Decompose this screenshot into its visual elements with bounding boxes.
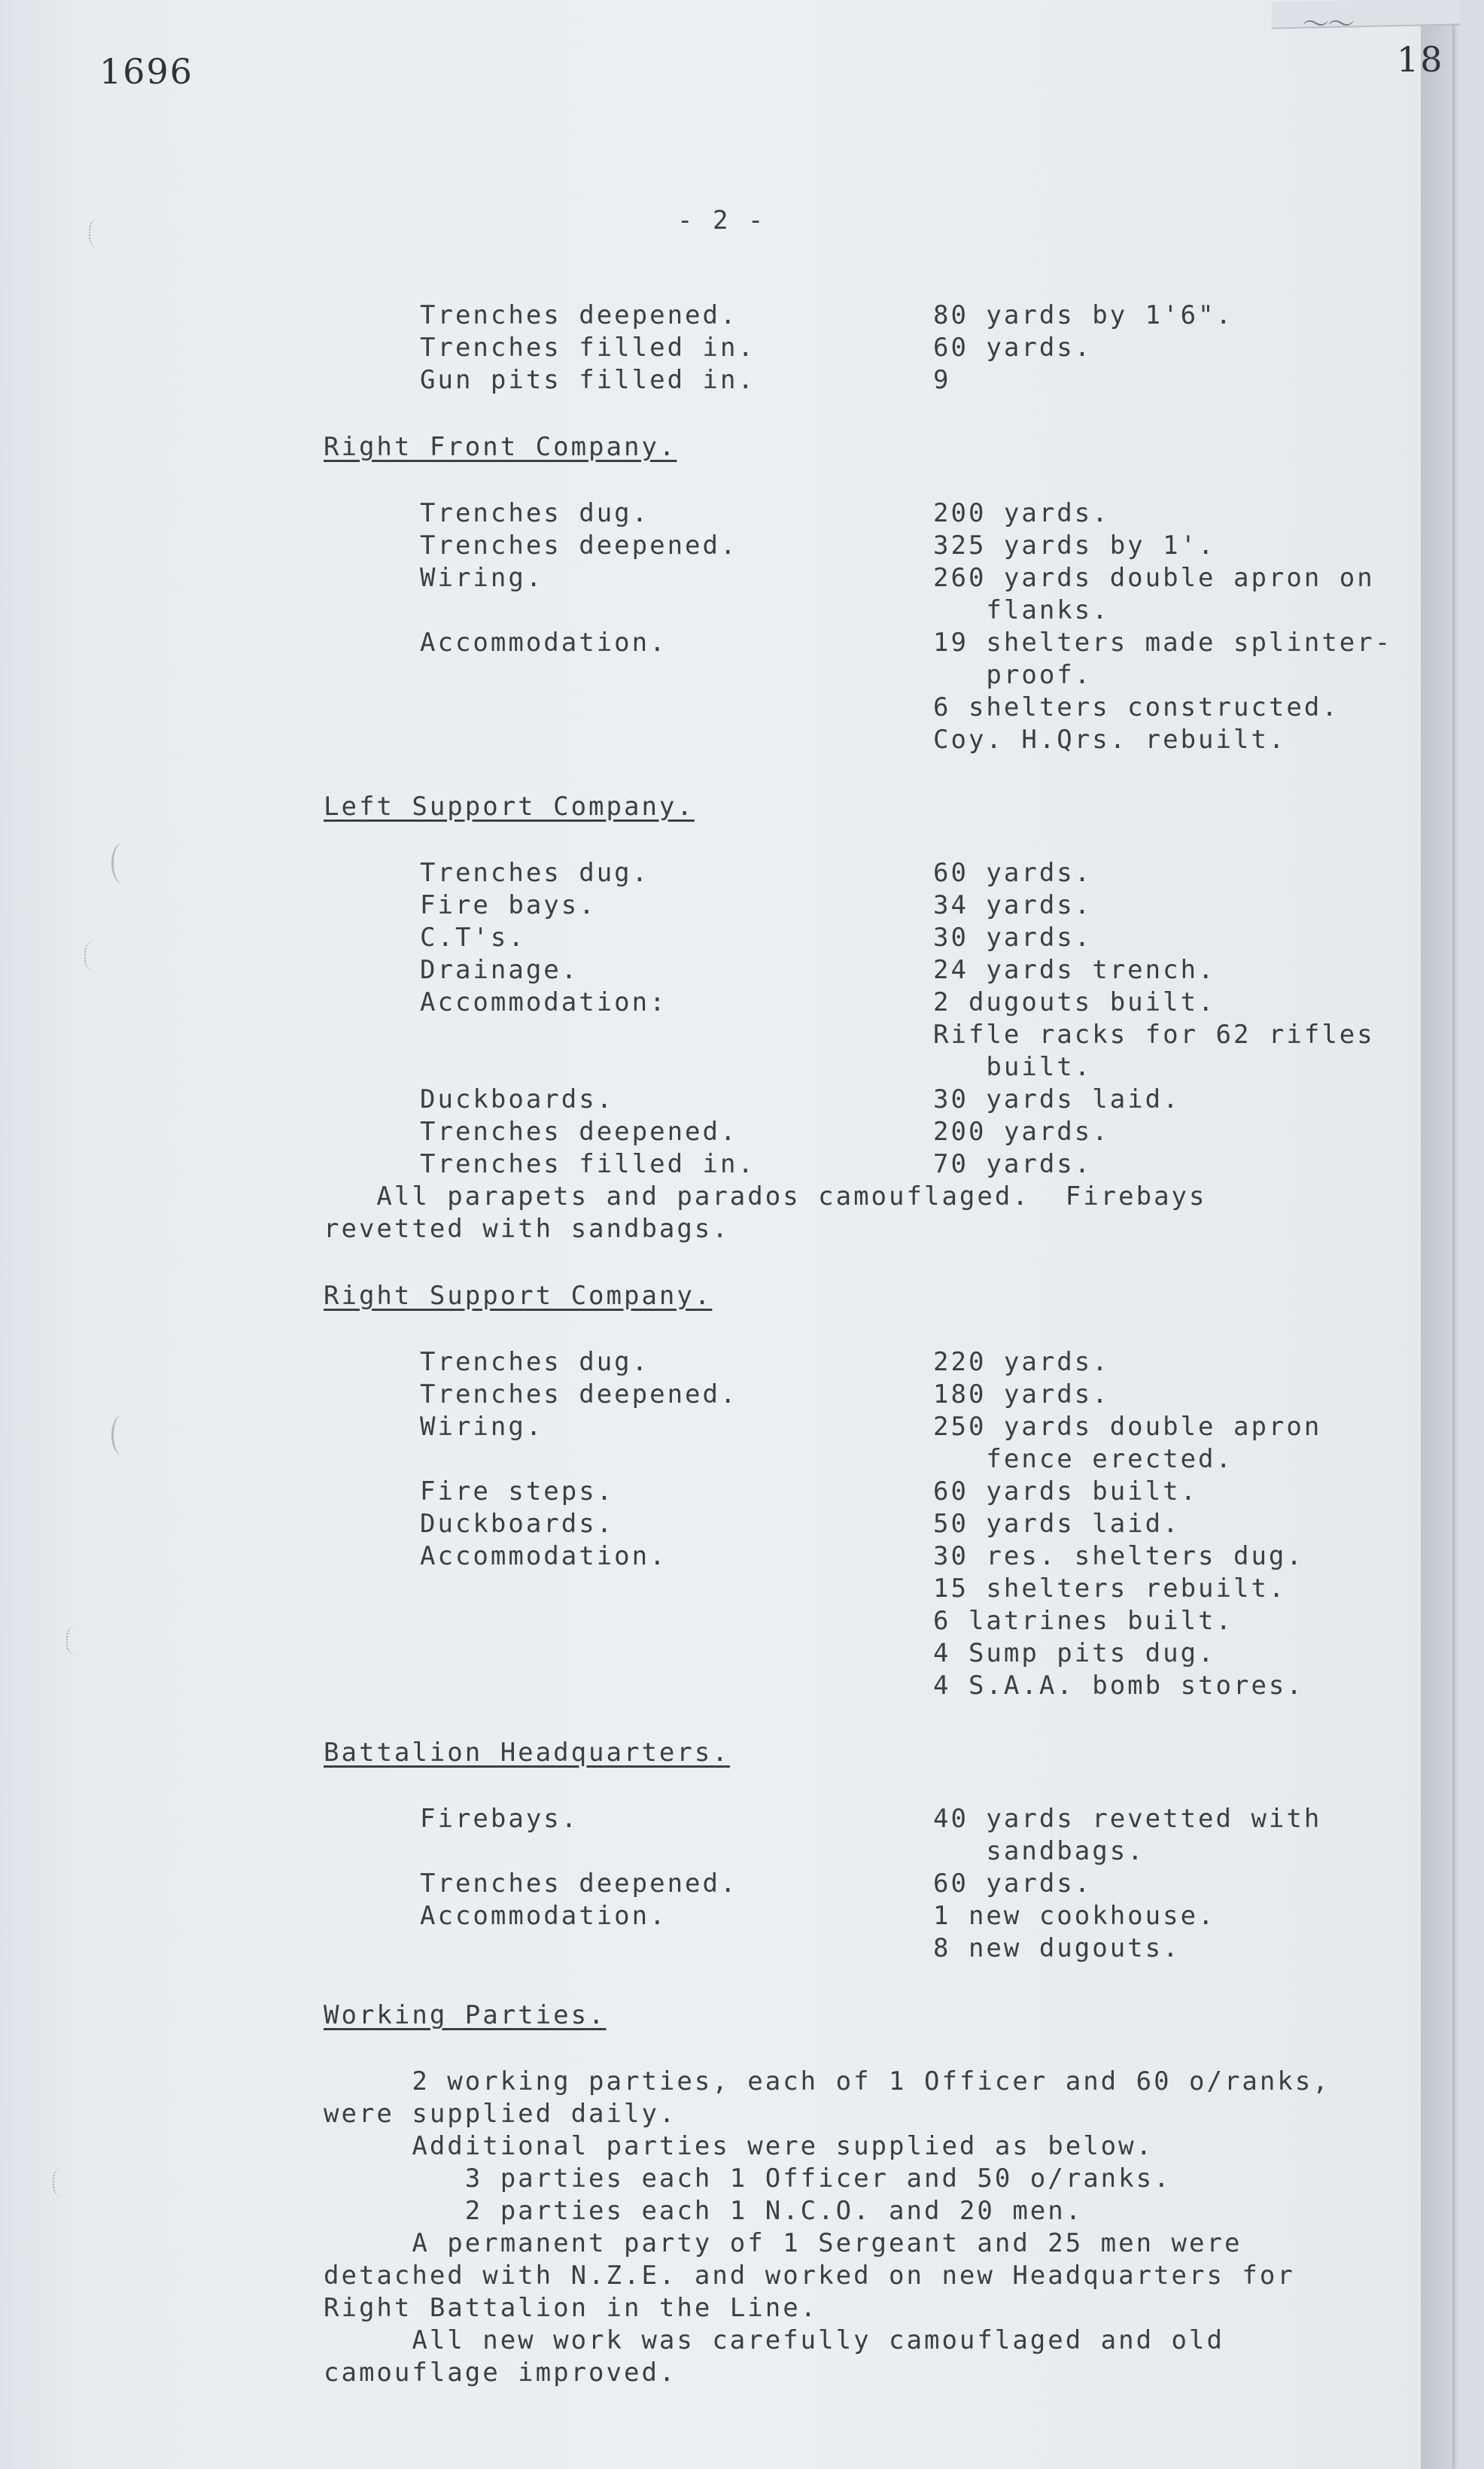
entry-value: 40 yards revetted with: [933, 1804, 1322, 1834]
entry-value: 30 res. shelters dug.: [933, 1541, 1304, 1571]
entry-value: 24 yards trench.: [933, 955, 1216, 985]
page-edge: [1421, 0, 1452, 2469]
section-heading: Right Front Company.: [324, 432, 677, 462]
entry-item: Drainage.: [420, 955, 579, 985]
entry-item: Wiring.: [420, 1412, 544, 1442]
entry-item: Trenches deepened.: [420, 1117, 738, 1147]
paragraph-line: Right Battalion in the Line.: [324, 2293, 819, 2323]
entry-item: Accommodation:: [420, 987, 667, 1017]
entry-item: Trenches filled in.: [420, 1149, 756, 1179]
entry-value: 220 yards.: [933, 1347, 1110, 1377]
entry-item: Trenches deepened.: [420, 1379, 738, 1409]
entry-item: Firebays.: [420, 1804, 579, 1834]
entry-value: 6 latrines built.: [933, 1606, 1233, 1636]
entry-item: Duckboards.: [420, 1084, 615, 1114]
entry-item: Gun pits filled in.: [420, 365, 756, 395]
entry-item: Trenches deepened.: [420, 1868, 738, 1899]
entry-value: 4 Sump pits dug.: [933, 1638, 1216, 1668]
section-heading: Working Parties.: [324, 2000, 607, 2030]
entry-item: Trenches dug.: [420, 498, 650, 528]
paragraph-line: A permanent party of 1 Sergeant and 25 men were: [324, 2228, 1242, 2258]
entry-value: 80 yards by 1'6".: [933, 300, 1233, 330]
entry-value: 250 yards double apron: [933, 1412, 1322, 1442]
entry-value: 60 yards built.: [933, 1476, 1199, 1507]
entry-item: C.T's.: [420, 923, 526, 953]
entry-value: 200 yards.: [933, 1117, 1110, 1147]
paragraph-line: All new work was carefully camouflaged and old: [324, 2325, 1224, 2355]
entry-value: 50 yards laid.: [933, 1509, 1181, 1539]
entry-value: 19 shelters made splinter-: [933, 628, 1393, 658]
paper-mark: [53, 2167, 77, 2197]
paragraph-line: Additional parties were supplied as below.: [324, 2131, 1154, 2161]
section-note: All parapets and parados camouflaged. Firebays: [324, 1181, 1207, 1212]
entry-value: 60 yards.: [933, 1868, 1093, 1899]
paragraph-line: 2 parties each 1 N.C.O. and 20 men.: [324, 2196, 1084, 2226]
entry-value: 60 yards.: [933, 858, 1093, 888]
entry-item: Accommodation.: [420, 1901, 667, 1931]
entry-item: Trenches filled in.: [420, 333, 756, 363]
entry-item: Wiring.: [420, 563, 544, 593]
entry-value: 6 shelters constructed.: [933, 692, 1340, 722]
entry-value: 325 yards by 1'.: [933, 531, 1216, 561]
entry-value: 4 S.A.A. bomb stores.: [933, 1671, 1304, 1701]
section-heading: Left Support Company.: [324, 792, 695, 822]
paragraph-line: were supplied daily.: [324, 2099, 677, 2129]
paper-mark: [89, 218, 113, 248]
entry-value: 34 yards.: [933, 890, 1093, 920]
section-note: revetted with sandbags.: [324, 1214, 730, 1244]
entry-value: 180 yards.: [933, 1379, 1110, 1409]
paragraph-line: 2 working parties, each of 1 Officer and 60 o/ranks,: [324, 2066, 1330, 2097]
paper-mark: [66, 1625, 90, 1656]
entry-value: 60 yards.: [933, 333, 1093, 363]
entry-value: proof.: [933, 660, 1093, 690]
entry-item: Trenches dug.: [420, 1347, 650, 1377]
entry-value: 260 yards double apron on: [933, 563, 1375, 593]
entry-value: sandbags.: [933, 1836, 1145, 1866]
page-number-left: 1696: [99, 51, 194, 92]
entry-item: Duckboards.: [420, 1509, 615, 1539]
paragraph-line: detached with N.Z.E. and worked on new Headquarters for: [324, 2261, 1295, 2291]
punch-hole-mark: [111, 843, 133, 883]
entry-value: flanks.: [933, 595, 1110, 625]
page-number-right: 18: [1397, 39, 1444, 80]
entry-value: fence erected.: [933, 1444, 1233, 1474]
entry-value: 9: [933, 365, 951, 395]
attached-sheet-corner: [1272, 0, 1461, 29]
section-heading: Battalion Headquarters.: [324, 1738, 730, 1768]
entry-item: Fire steps.: [420, 1476, 615, 1507]
entry-value: Coy. H.Qrs. rebuilt.: [933, 725, 1287, 755]
corner-scribble: 〜〜: [1302, 9, 1354, 40]
paragraph-line: camouflage improved.: [324, 2358, 677, 2388]
entry-value: 15 shelters rebuilt.: [933, 1574, 1287, 1604]
paper-mark: [84, 941, 108, 971]
punch-hole-mark: [111, 1415, 133, 1455]
entry-value: 2 dugouts built.: [933, 987, 1216, 1017]
entry-value: 1 new cookhouse.: [933, 1901, 1216, 1931]
page-marker: - 2 -: [677, 205, 766, 236]
entry-item: Trenches dug.: [420, 858, 650, 888]
entry-value: 200 yards.: [933, 498, 1110, 528]
entry-value: 70 yards.: [933, 1149, 1093, 1179]
entry-item: Trenches deepened.: [420, 531, 738, 561]
entry-value: 30 yards.: [933, 923, 1093, 953]
entry-item: Accommodation.: [420, 1541, 667, 1571]
entry-value: 30 yards laid.: [933, 1084, 1181, 1114]
entry-value: 8 new dugouts.: [933, 1933, 1181, 1963]
entry-item: Accommodation.: [420, 628, 667, 658]
entry-item: Trenches deepened.: [420, 300, 738, 330]
entry-value: Rifle racks for 62 rifles: [933, 1020, 1375, 1050]
entry-item: Fire bays.: [420, 890, 597, 920]
entry-value: built.: [933, 1052, 1093, 1082]
paragraph-line: 3 parties each 1 Officer and 50 o/ranks.: [324, 2163, 1172, 2194]
section-heading: Right Support Company.: [324, 1281, 713, 1311]
